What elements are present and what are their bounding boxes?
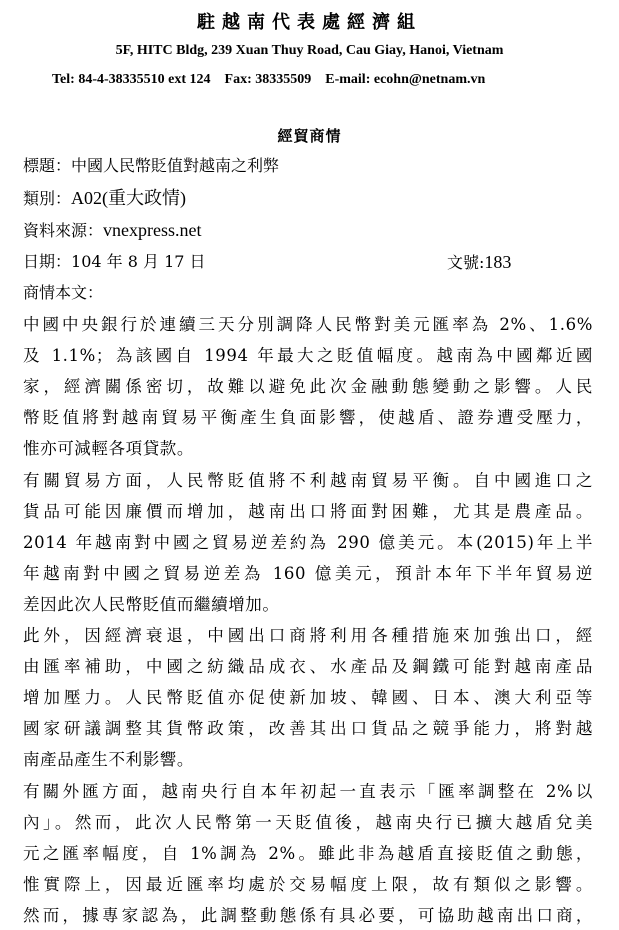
doc-heading: 經貿商情 [277,127,342,145]
body-line: 惟實際上，因最近匯率均處於交易幅度上限，故有類似之影響。 [23,874,593,894]
body-line: 然而，據專家認為，此調整動態係有具必要，可協助越南出口商， [23,905,593,925]
category-value: A02(重大政情) [71,188,187,208]
body-line: 貨品可能因廉價而增加，越南出口將面對困難，尤其是農產品。 [23,501,593,521]
docno-value: 183 [484,252,512,272]
org-email: E-mail: ecohn@netnam.vn [325,72,486,87]
body-line: 元之匯率幅度，自 1%調為 2%。雖此非為越盾直接貶值之動態， [23,843,593,863]
body-line: 國家研議調整其貨幣政策，改善其出口貨品之競爭能力，將對越 [23,719,593,739]
org-fax: Fax: 38335509 [224,72,312,87]
title-label: 標題： [23,156,72,175]
body-line: 有關貿易方面，人民幣貶值將不利越南貿易平衡。自中國進口之 [23,470,593,490]
body-line: 及 1.1%；為該國自 1994 年最大之貶值幅度。越南為中國鄰近國 [23,346,593,366]
body-line: 差因此次人民幣貶值而繼續增加。 [23,594,280,614]
body-line: 家，經濟關係密切，故難以避免此次金融動態變動之影響。人民 [23,377,593,397]
body-line: 惟亦可減輕各項貸款。 [23,439,194,459]
body-line: 有關外匯方面，越南央行自本年初起一直表示「匯率調整在 2%以 [23,781,593,801]
body-line: 此外，因經濟衰退，中國出口商將利用各種措施來加強出口，經 [23,626,593,645]
body-line: 內」。然而，此次人民幣第一天貶值後，越南央行已擴大越盾兌美 [23,812,593,832]
title-line [23,155,279,177]
category-label: 類別： [23,189,72,208]
source-value: vnexpress.net [103,220,202,240]
body-line: 增加壓力。人民幣貶值亦促使新加坡、韓國、日本、澳大利亞等 [23,688,593,708]
body-line: 年越南對中國之貿易逆差為 160 億美元，預計本年下半年貿易逆 [23,563,593,583]
org-tel: Tel: 84-4-38335510 ext 124 [52,72,211,87]
source-line [23,219,202,242]
org-name: 駐越南代表處經濟組 [197,12,422,33]
body-line: 由匯率補助，中國之紡織品成衣、水產品及鋼鐵可能對越南產品 [23,657,593,677]
org-address: 5F, HITC Bldg, 239 Xuan Thuy Road, Cau Giay, Hanoi, Vietnam [115,43,504,58]
date-line [23,251,206,273]
document-number [447,251,511,274]
org-contact [52,70,499,90]
body-label: 商情本文： [23,283,104,302]
body-line: 幣貶值將對越南貿易平衡產生負面影響，使越盾、證券遭受壓力， [23,408,593,428]
body-line: 南產品產生不利影響。 [23,750,194,770]
source-label: 資料來源： [23,221,104,240]
category-line [23,187,186,210]
date-value: 104 年 8 月 17 日 [71,252,206,271]
body-line: 2014 年越南對中國之貿易逆差約為 290 億美元。本(2015)年上半 [23,532,593,552]
date-label: 日期： [23,252,72,271]
docno-label: 文號: [447,253,485,272]
body-line: 中國中央銀行於連續三天分別調降人民幣對美元匯率為 2%、1.6% [23,315,593,334]
title-value: 中國人民幣貶值對越南之利弊 [71,156,280,175]
